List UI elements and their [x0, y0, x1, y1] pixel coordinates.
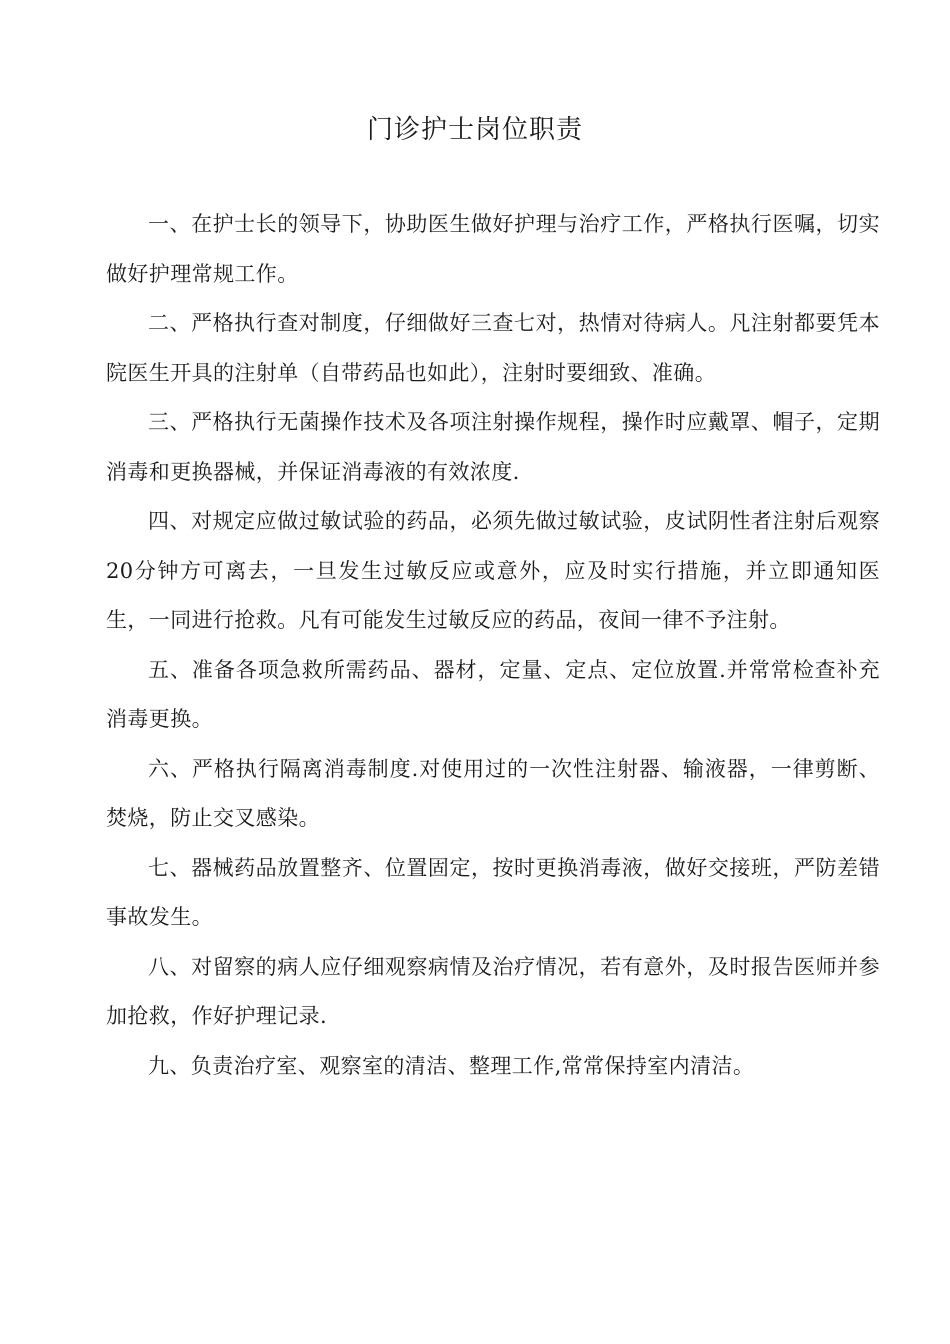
duty-paragraph-7: 七、器械药品放置整齐、位置固定，按时更换消毒液，做好交接班，严防差错事故发生。	[106, 855, 880, 929]
duty-paragraph-8: 八、对留察的病人应仔细观察病情及治疗情况，若有意外，及时报告医师并参加抢救，作好护理记录.	[106, 954, 880, 1028]
duty-paragraph-6: 六、严格执行隔离消毒制度.对使用过的一次性注射器、输液器，一律剪断、焚烧，防止交叉感染。	[106, 756, 880, 830]
duty-paragraph-4: 四、对规定应做过敏试验的药品，必须先做过敏试验，皮试阴性者注射后观察20分钟方可离去，一旦发生过敏反应或意外，应及时实行措施，并立即通知医生，一同进行抢救。凡有可能发生过敏反应的药品，夜间一律不予注射。	[106, 509, 880, 632]
duty-paragraph-3: 三、严格执行无菌操作技术及各项注射操作规程，操作时应戴罩、帽子，定期消毒和更换器械，并保证消毒液的有效浓度.	[106, 410, 880, 484]
duty-paragraph-5: 五、准备各项急救所需药品、器材，定量、定点、定位放置.并常常检查补充消毒更换。	[106, 657, 880, 731]
duty-paragraph-2: 二、严格执行查对制度，仔细做好三查七对，热情对待病人。凡注射都要凭本院医生开具的注射单（自带药品也如此），注射时要细致、准确。	[106, 311, 880, 385]
document-title: 门诊护士岗位职责	[366, 115, 583, 145]
duty-paragraph-9: 九、负责治疗室、观察室的清洁、整理工作,常常保持室内清洁。	[148, 1053, 755, 1078]
duty-paragraph-1: 一、在护士长的领导下，协助医生做好护理与治疗工作，严格执行医嘱，切实做好护理常规工作。	[106, 212, 880, 286]
document-body	[106, 200, 880, 1091]
